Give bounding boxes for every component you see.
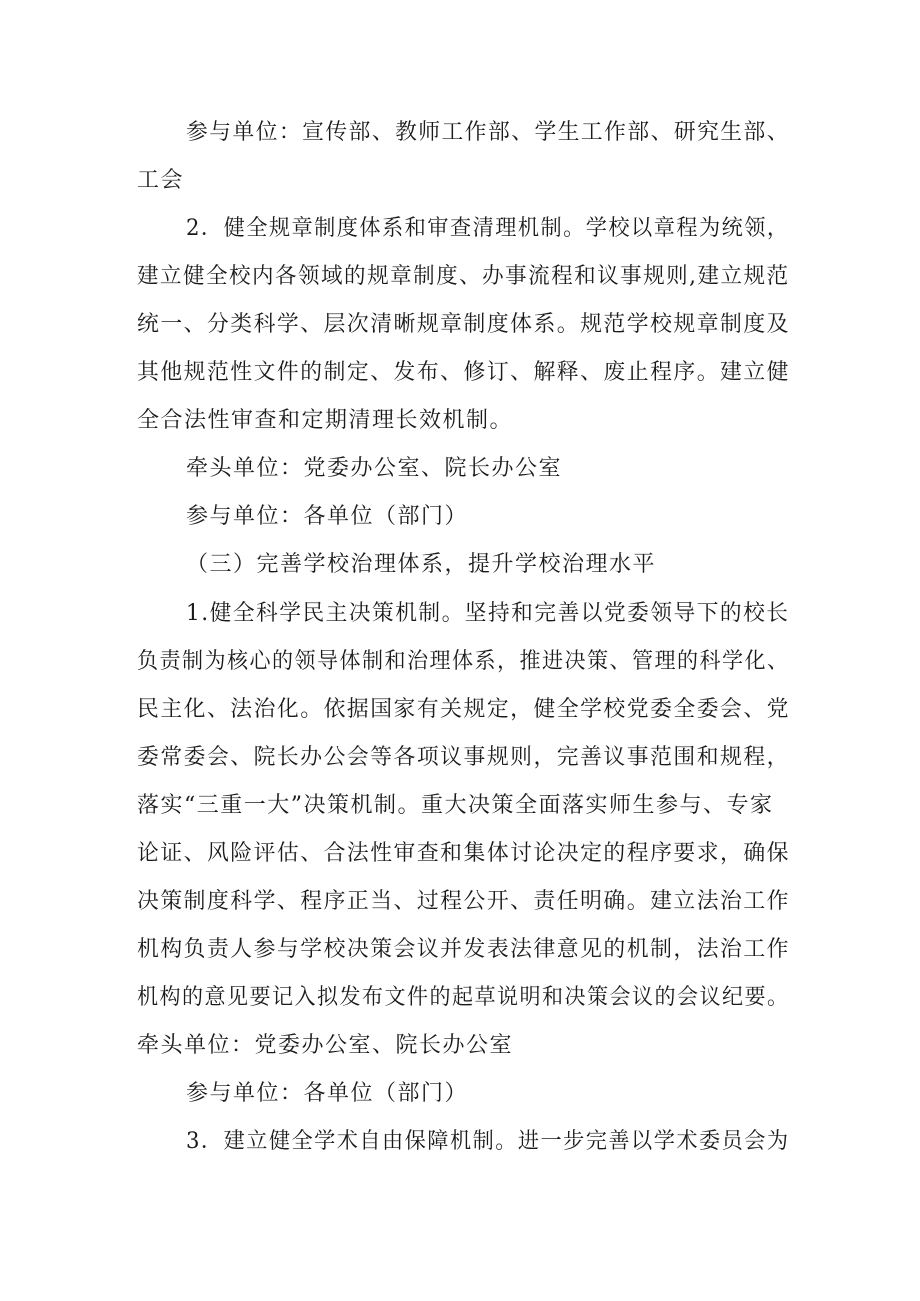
item-2-heading-line: 2．健全规章制度体系和审查清理机制。学校以章程为统领， bbox=[186, 216, 790, 241]
participating-units-line: 参与单位：各单位（部门） bbox=[186, 504, 469, 529]
body-text-line: 机构的意见要记入拟发布文件的起草说明和决策会议的会议纪要。 bbox=[137, 985, 790, 1010]
body-text-line: 机构负责人参与学校决策会议并发表法律意见的机制，法治工作 bbox=[137, 937, 791, 962]
body-text-line: 落实“三重一大”决策机制。重大决策全面落实师生参与、专家 bbox=[137, 793, 774, 818]
item-1-heading-line: 1.健全科学民主决策机制。坚持和完善以党委领导下的校长 bbox=[186, 601, 790, 626]
body-text-line: 论证、风险评估、合法性审查和集体讨论决定的程序要求，确保 bbox=[137, 841, 791, 866]
body-text-line: 建立健全校内各领域的规章制度、办事流程和议事规则,建立规范 bbox=[137, 264, 790, 289]
participating-units-line: 参与单位：各单位（部门） bbox=[186, 1081, 469, 1106]
item-3-heading-line: 3．建立健全学术自由保障机制。进一步完善以学术委员会为 bbox=[186, 1129, 790, 1154]
body-text-line: 委常委会、院长办公会等各项议事规则，完善议事范围和规程， bbox=[137, 745, 791, 770]
lead-units-line: 牵头单位：党委办公室、院长办公室 bbox=[137, 1033, 514, 1058]
section-heading: （三）完善学校治理体系，提升学校治理水平 bbox=[186, 552, 657, 577]
participating-units-continuation: 工会 bbox=[137, 168, 185, 193]
body-text-line: 民主化、法治化。依据国家有关规定，健全学校党委全委会、党 bbox=[137, 697, 791, 722]
lead-units-line: 牵头单位：党委办公室、院长办公室 bbox=[186, 456, 563, 481]
participating-units-line: 参与单位：宣传部、教师工作部、学生工作部、研究生部、 bbox=[186, 120, 791, 145]
body-text-line: 统一、分类科学、层次清晰规章制度体系。规范学校规章制度及 bbox=[137, 312, 791, 337]
body-text-line: 其他规范性文件的制定、发布、修订、解释、废止程序。建立健 bbox=[137, 360, 791, 385]
body-text-line: 全合法性审查和定期清理长效机制。 bbox=[137, 408, 514, 433]
body-text-line: 负责制为核心的领导体制和治理体系，推进决策、管理的科学化、 bbox=[137, 649, 790, 674]
body-text-line: 决策制度科学、程序正当、过程公开、责任明确。建立法治工作 bbox=[137, 889, 791, 914]
